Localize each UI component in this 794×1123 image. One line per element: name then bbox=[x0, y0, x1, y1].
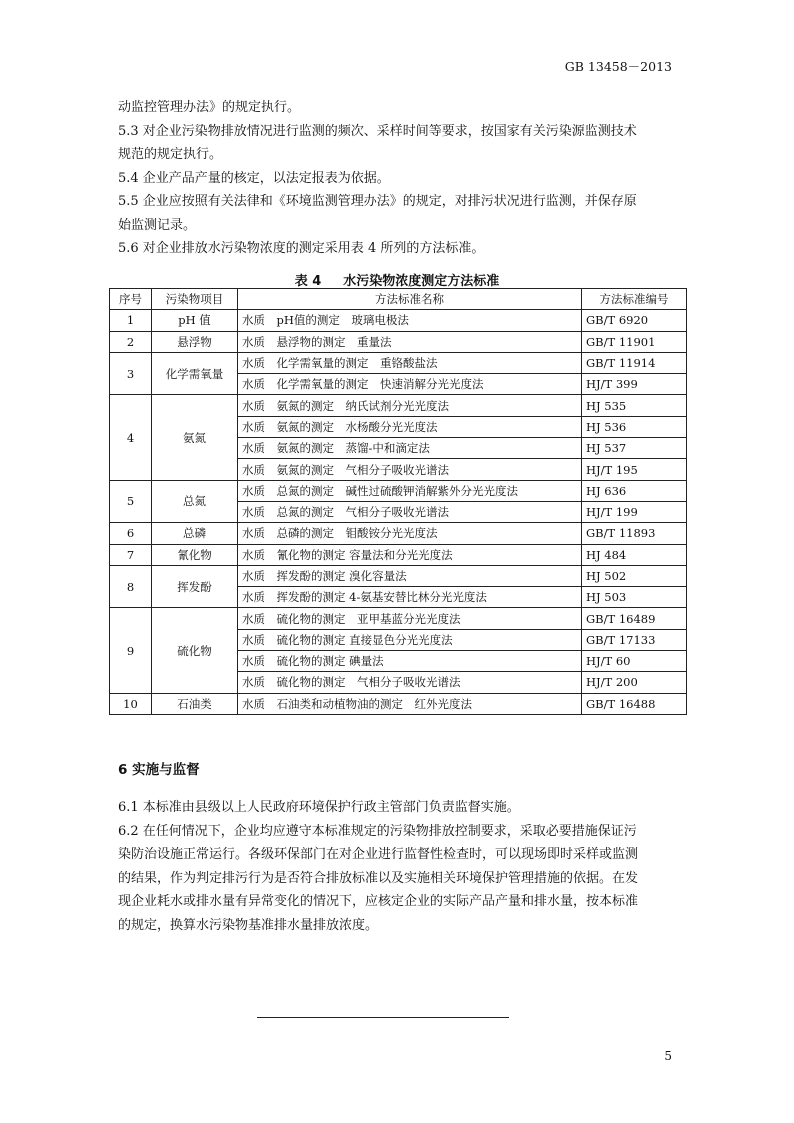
cell-pollutant: 硫化物 bbox=[152, 608, 238, 693]
cell-method: 水质 硫化物的测定 碘量法 bbox=[238, 651, 582, 672]
cell-code: HJ 502 bbox=[582, 565, 687, 586]
table-row bbox=[110, 523, 687, 544]
table-row bbox=[110, 693, 687, 714]
header-code: 方法标准编号 bbox=[582, 289, 687, 310]
cell-code: HJ/T 200 bbox=[582, 672, 687, 693]
clause-line: 6.2 在任何情况下，企业均应遵守本标准规定的污染物排放控制要求，采取必要措施保证污 bbox=[118, 823, 637, 839]
cell-method: 水质 石油类和动植物油的测定 红外光度法 bbox=[238, 693, 582, 714]
method-standards-table bbox=[109, 288, 687, 715]
cell-method: 水质 总氮的测定 碱性过硫酸钾消解紫外分光光度法 bbox=[238, 480, 582, 501]
cell-code: HJ/T 399 bbox=[582, 374, 687, 395]
cell-pollutant: 悬浮物 bbox=[152, 331, 238, 352]
cell-seq: 3 bbox=[110, 352, 152, 395]
cell-method: 水质 氰化物的测定 容量法和分光光度法 bbox=[238, 544, 582, 565]
header-seq: 序号 bbox=[110, 289, 152, 310]
page-number: 5 bbox=[664, 1049, 672, 1063]
table-row bbox=[110, 544, 687, 565]
cell-method: 水质 总磷的测定 钼酸铵分光光度法 bbox=[238, 523, 582, 544]
cell-code: GB/T 11914 bbox=[582, 352, 687, 373]
cell-code: HJ 535 bbox=[582, 395, 687, 416]
cell-pollutant: 总磷 bbox=[152, 523, 238, 544]
cell-method: 水质 硫化物的测定 气相分子吸收光谱法 bbox=[238, 672, 582, 693]
cell-method: 水质 化学需氧量的测定 快速消解分光光度法 bbox=[238, 374, 582, 395]
cell-seq: 6 bbox=[110, 523, 152, 544]
cell-code: GB/T 11893 bbox=[582, 523, 687, 544]
table-row bbox=[110, 480, 687, 501]
standard-code: GB 13458－2013 bbox=[564, 59, 672, 74]
cell-method: 水质 氨氮的测定 蒸馏-中和滴定法 bbox=[238, 438, 582, 459]
cell-method: 水质 pH值的测定 玻璃电极法 bbox=[238, 310, 582, 331]
clauses-top bbox=[118, 96, 678, 261]
table-row bbox=[110, 352, 687, 373]
cell-method: 水质 挥发酚的测定 溴化容量法 bbox=[238, 565, 582, 586]
table-row bbox=[110, 608, 687, 629]
table-row bbox=[110, 331, 687, 352]
cell-pollutant: 氨氮 bbox=[152, 395, 238, 480]
clause-line: 规范的规定执行。 bbox=[118, 147, 223, 162]
clause-line: 5.3 对企业污染物排放情况进行监测的频次、采样时间等要求，按国家有关污染源监测技术 bbox=[118, 123, 637, 139]
cell-method: 水质 氨氮的测定 气相分子吸收光谱法 bbox=[238, 459, 582, 480]
clause-line: 始监测记录。 bbox=[118, 217, 197, 233]
cell-code: HJ 503 bbox=[582, 587, 687, 608]
table-title bbox=[0, 270, 794, 289]
cell-seq: 5 bbox=[110, 480, 152, 523]
cell-pollutant: pH 值 bbox=[152, 310, 238, 331]
cell-seq: 8 bbox=[110, 565, 152, 608]
header-method: 方法标准名称 bbox=[238, 289, 582, 310]
cell-method: 水质 总氮的测定 气相分子吸收光谱法 bbox=[238, 501, 582, 522]
cell-code: HJ 536 bbox=[582, 416, 687, 437]
cell-pollutant: 化学需氧量 bbox=[152, 352, 238, 395]
table-row bbox=[110, 310, 687, 331]
table-body bbox=[110, 310, 687, 715]
cell-seq: 4 bbox=[110, 395, 152, 480]
cell-method: 水质 化学需氧量的测定 重铬酸盐法 bbox=[238, 352, 582, 373]
cell-code: HJ 636 bbox=[582, 480, 687, 501]
clause-line: 6.1 本标准由县级以上人民政府环境保护行政主管部门负责监督实施。 bbox=[118, 800, 520, 815]
clause-line: 染防治设施正常运行。各级环保部门在对企业进行监督性检查时，可以现场即时采样或监测 bbox=[118, 847, 639, 862]
cell-method: 水质 挥发酚的测定 4-氨基安替比林分光光度法 bbox=[238, 587, 582, 608]
clause-line: 的规定，换算水污染物基准排水量排放浓度。 bbox=[118, 917, 379, 933]
cell-code: HJ/T 199 bbox=[582, 501, 687, 522]
cell-pollutant: 氰化物 bbox=[152, 544, 238, 565]
cell-method: 水质 悬浮物的测定 重量法 bbox=[238, 331, 582, 352]
cell-seq: 1 bbox=[110, 310, 152, 331]
clause-line: 现企业耗水或排水量有异常变化的情况下，应核定企业的实际产品产量和排水量，按本标准 bbox=[118, 894, 639, 909]
cell-code: GB/T 16489 bbox=[582, 608, 687, 629]
cell-pollutant: 挥发酚 bbox=[152, 565, 238, 608]
cell-pollutant: 石油类 bbox=[152, 693, 238, 714]
clause-line: 的结果，作为判定排污行为是否符合排放标准以及实施相关环境保护管理措施的依据。在发 bbox=[118, 870, 639, 886]
cell-seq: 9 bbox=[110, 608, 152, 693]
cell-code: HJ/T 60 bbox=[582, 651, 687, 672]
table-row bbox=[110, 395, 687, 416]
cell-method: 水质 氨氮的测定 纳氏试剂分光光度法 bbox=[238, 395, 582, 416]
cell-pollutant: 总氮 bbox=[152, 480, 238, 523]
cell-seq: 10 bbox=[110, 693, 152, 714]
cell-code: GB/T 17133 bbox=[582, 629, 687, 650]
clause-line: 5.6 对企业排放水污染物浓度的测定采用表 4 所列的方法标准。 bbox=[118, 241, 485, 256]
cell-code: GB/T 11901 bbox=[582, 331, 687, 352]
clause-line: 动监控管理办法》的规定执行。 bbox=[118, 100, 301, 115]
cell-method: 水质 硫化物的测定 直接显色分光光度法 bbox=[238, 629, 582, 650]
clause-line: 5.5 企业应按照有关法律和《环境监测管理办法》的规定，对排污状况进行监测，并保存原 bbox=[118, 194, 637, 209]
cell-code: GB/T 6920 bbox=[582, 310, 687, 331]
cell-seq: 2 bbox=[110, 331, 152, 352]
end-rule bbox=[257, 1017, 509, 1018]
cell-seq: 7 bbox=[110, 544, 152, 565]
table-row bbox=[110, 565, 687, 586]
table-header-row bbox=[110, 289, 687, 310]
clause-line: 5.4 企业产品产量的核定，以法定报表为依据。 bbox=[118, 170, 390, 186]
section6-body bbox=[118, 796, 678, 937]
cell-code: HJ/T 195 bbox=[582, 459, 687, 480]
cell-method: 水质 硫化物的测定 亚甲基蓝分光光度法 bbox=[238, 608, 582, 629]
cell-method: 水质 氨氮的测定 水杨酸分光光度法 bbox=[238, 416, 582, 437]
table-title-text: 水污染物浓度测定方法标准 bbox=[343, 274, 500, 289]
cell-code: GB/T 16488 bbox=[582, 693, 687, 714]
cell-code: HJ 537 bbox=[582, 438, 687, 459]
cell-code: HJ 484 bbox=[582, 544, 687, 565]
table-number: 表 4 bbox=[294, 274, 322, 289]
header-pollutant: 污染物项目 bbox=[152, 289, 238, 310]
section-heading: 6 实施与监督 bbox=[118, 762, 200, 778]
